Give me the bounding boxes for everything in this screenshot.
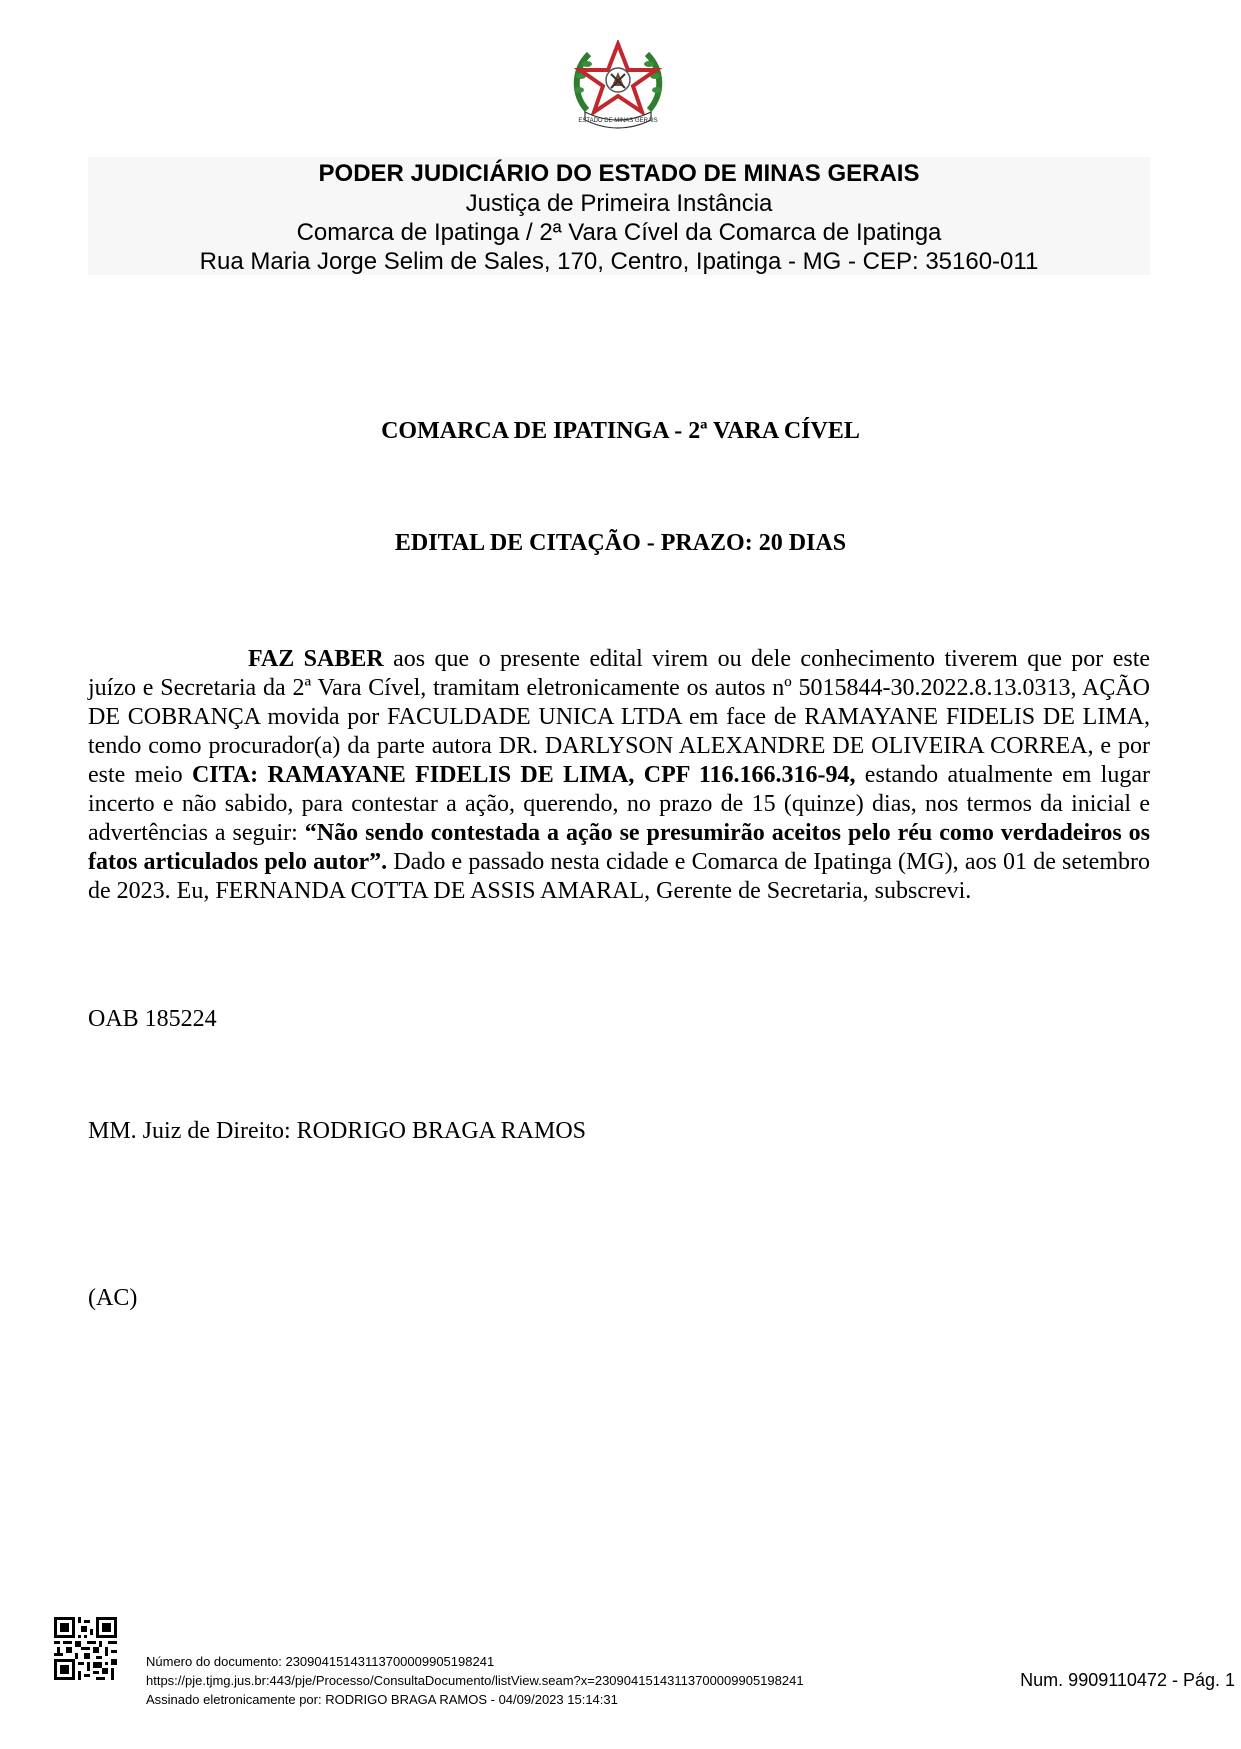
page-number: Num. 9909110472 - Pág. 1 [1020,1670,1235,1690]
electronic-signature: Assinado eletronicamente por: RODRIGO BRAGA RAMOS - 04/09/2023 15:14:31 [146,1692,618,1707]
cita-clause: CITA: RAMAYANE FIDELIS DE LIMA, CPF 116.166.316-94, [191,762,856,788]
court-name: PODER JUDICIÁRIO DO ESTADO DE MINAS GERAIS [318,160,920,187]
faz-saber-lead: FAZ SABER [248,646,384,672]
body-text-part3: Dado e passado nesta cidade e Comarca de Ipatinga (MG), aos 01 de setembro de 2023. Eu, FERNANDA COTTA DE ASSIS AMARAL, Gerente de Secretaria, subscrevi. [88,849,1150,904]
svg-text:ESTADO DE MINAS GERAIS: ESTADO DE MINAS GERAIS [578,118,658,124]
body-text-part1: aos que o presente edital virem ou dele conhecimento tiverem que por este juízo e Secretaria da 2ª Vara Cível, tramitam eletronicamente os autos nº 5015844-30.2022.8.13.0313, AÇÃO DE COBRANÇA movida por FACULDADE UNICA LTDA em face de RAMAYANE FIDELIS DE LIMA, tendo como procurador(a) da parte autora DR. DARLYSON ALEXANDRE DE OLIVEIRA CORREA, e por este meio [88,646,1151,788]
document-title-edital: EDITAL DE CITAÇÃO - PRAZO: 20 DIAS [394,530,847,556]
oab-number: OAB 185224 [88,1006,217,1032]
document-footer [146,1652,804,1709]
court-instance: Justiça de Primeira Instância [465,190,773,217]
court-address: Rua Maria Jorge Selim de Sales, 170, Centro, Ipatinga - MG - CEP: 35160-011 [199,248,1039,275]
document-url-link[interactable]: https://pje.tjmg.jus.br:443/pje/Processo/ConsultaDocumento/listView.seam?x=23090415143113700009905198241 [146,1673,804,1688]
court-header [88,157,1150,275]
body-text-part2: estando atualmente em lugar incerto e não sabido, para contestar a ação, querendo, no prazo de 15 (quinze) dias, nos termos da inicial e advertências a seguir: [88,762,1150,846]
court-comarca: Comarca de Ipatinga / 2ª Vara Cível da Comarca de Ipatinga [296,219,942,246]
initials: (AC) [88,1285,138,1311]
minas-gerais-coat-of-arms-icon [567,40,669,130]
document-title-comarca: COMARCA DE IPATINGA - 2ª VARA CÍVEL [381,418,860,444]
qr-code-icon [54,1617,117,1680]
document-number: Número do documento: 23090415143113700009905198241 [146,1654,495,1669]
edital-body [88,645,1150,906]
warning-quote: “Não sendo contestada a ação se presumirão aceitos pelo réu como verdadeiros os fatos articulados pelo autor”. [88,820,1150,875]
judge-line: MM. Juiz de Direito: RODRIGO BRAGA RAMOS [88,1118,587,1144]
coat-of-arms-seal [567,40,669,130]
